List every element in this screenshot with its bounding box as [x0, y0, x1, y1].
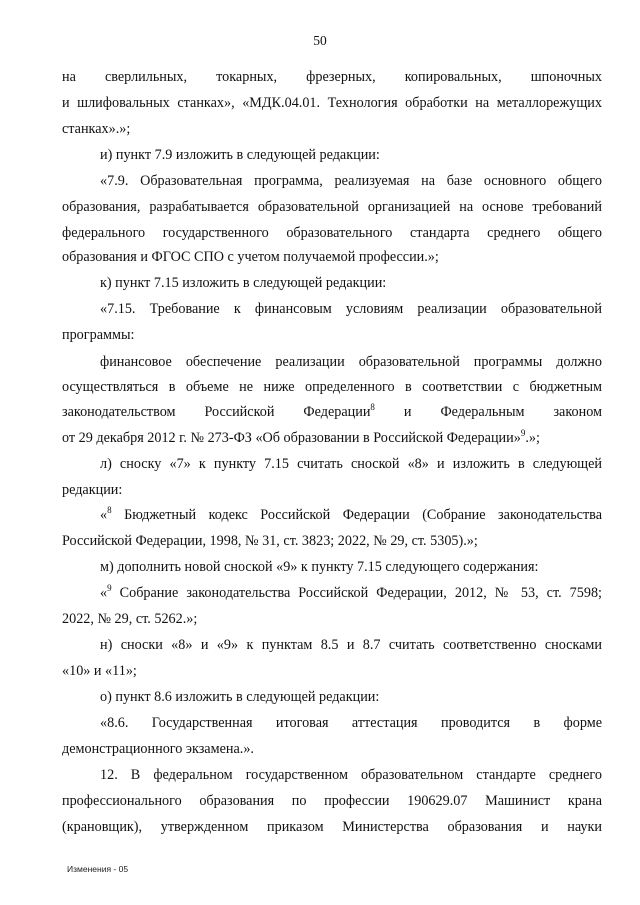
text-line: станках».»; [62, 121, 131, 137]
text-line: демонстрационного экзамена.». [62, 741, 254, 757]
footnote-mark: 9 [107, 583, 112, 593]
text-line: «8.6. Государственная итоговая аттестация проводится в форме [100, 715, 602, 731]
text-line: финансовое обеспечение реализации образовательной программы должно [100, 354, 602, 370]
text-segment: «$^9$ Собрание законодательства Российской Федерации, 2012, № 53, ст. 7598; [100, 583, 602, 601]
text-segment: законодательством Российской Федерации [62, 404, 371, 420]
footer-revision: Изменения - 05 [67, 864, 129, 874]
text-line: редакции: [62, 482, 123, 498]
text-line: образования, разрабатывается образовательной организацией на основе требований [62, 199, 602, 215]
text-line: «7.9. Образовательная программа, реализуемая на базе основного общего [100, 173, 602, 189]
text-line [62, 403, 602, 421]
text-line: осуществляться в объеме не ниже определенного в соответствии с бюджетным [62, 379, 602, 395]
footnote-mark: 8 [107, 505, 112, 515]
text-line: «7.15. Требование к финансовым условиям реализации образовательной [100, 301, 602, 317]
text-segment: и Федеральным законом [374, 404, 603, 420]
text-line: л) сноску «7» к пункту 7.15 считать сноской «8» и изложить в следующей [100, 456, 602, 472]
text-line: о) пункт 8.6 изложить в следующей редакции: [100, 689, 380, 705]
text-line: программы: [62, 327, 135, 343]
text-line: профессионального образования по профессии 190629.07 Машинист крана [62, 793, 602, 809]
text-line: на сверлильных, токарных, фрезерных, копировальных, шпоночных [62, 69, 602, 85]
text-line: к) пункт 7.15 изложить в следующей редакции: [100, 275, 387, 291]
text-line: «10» и «11»; [62, 663, 137, 679]
text-segment: «$^8$ Бюджетный кодекс Российской Федерации (Собрание законодательства [100, 505, 602, 523]
page-number: 50 [313, 33, 327, 48]
text-segment: .»; [525, 430, 540, 446]
text-line: и) пункт 7.9 изложить в следующей редакции: [100, 147, 380, 163]
footnote-ref: 8 [370, 402, 375, 412]
text-line: и шлифовальных станках», «МДК.04.01. Технология обработки на металлорежущих [62, 95, 602, 111]
text-line: 12. В федеральном государственном образовательном стандарте среднего [100, 767, 602, 783]
text-segment: от 29 декабря 2012 г. № 273-ФЗ «Об образовании в Российской Федерации» [62, 430, 521, 446]
text-line [62, 429, 602, 447]
text-line [100, 506, 602, 524]
text-line: 2022, № 29, ст. 5262.»; [62, 611, 198, 627]
text-line: м) дополнить новой сноской «9» к пункту 7.15 следующего содержания: [100, 559, 539, 575]
text-line: (крановщик), утвержденном приказом Министерства образования и науки [62, 819, 602, 835]
text-line [100, 584, 602, 602]
text-line: федерального государственного образовательного стандарта среднего общего [62, 225, 602, 241]
footnote-ref: 9 [520, 428, 526, 438]
text-line: Российской Федерации, 1998, № 31, ст. 3823; 2022, № 29, ст. 5305).»; [62, 533, 478, 549]
text-line: н) сноски «8» и «9» к пунктам 8.5 и 8.7 считать соответственно сносками [100, 637, 602, 653]
text-line: образования и ФГОС СПО с учетом получаемой профессии.»; [62, 249, 439, 265]
